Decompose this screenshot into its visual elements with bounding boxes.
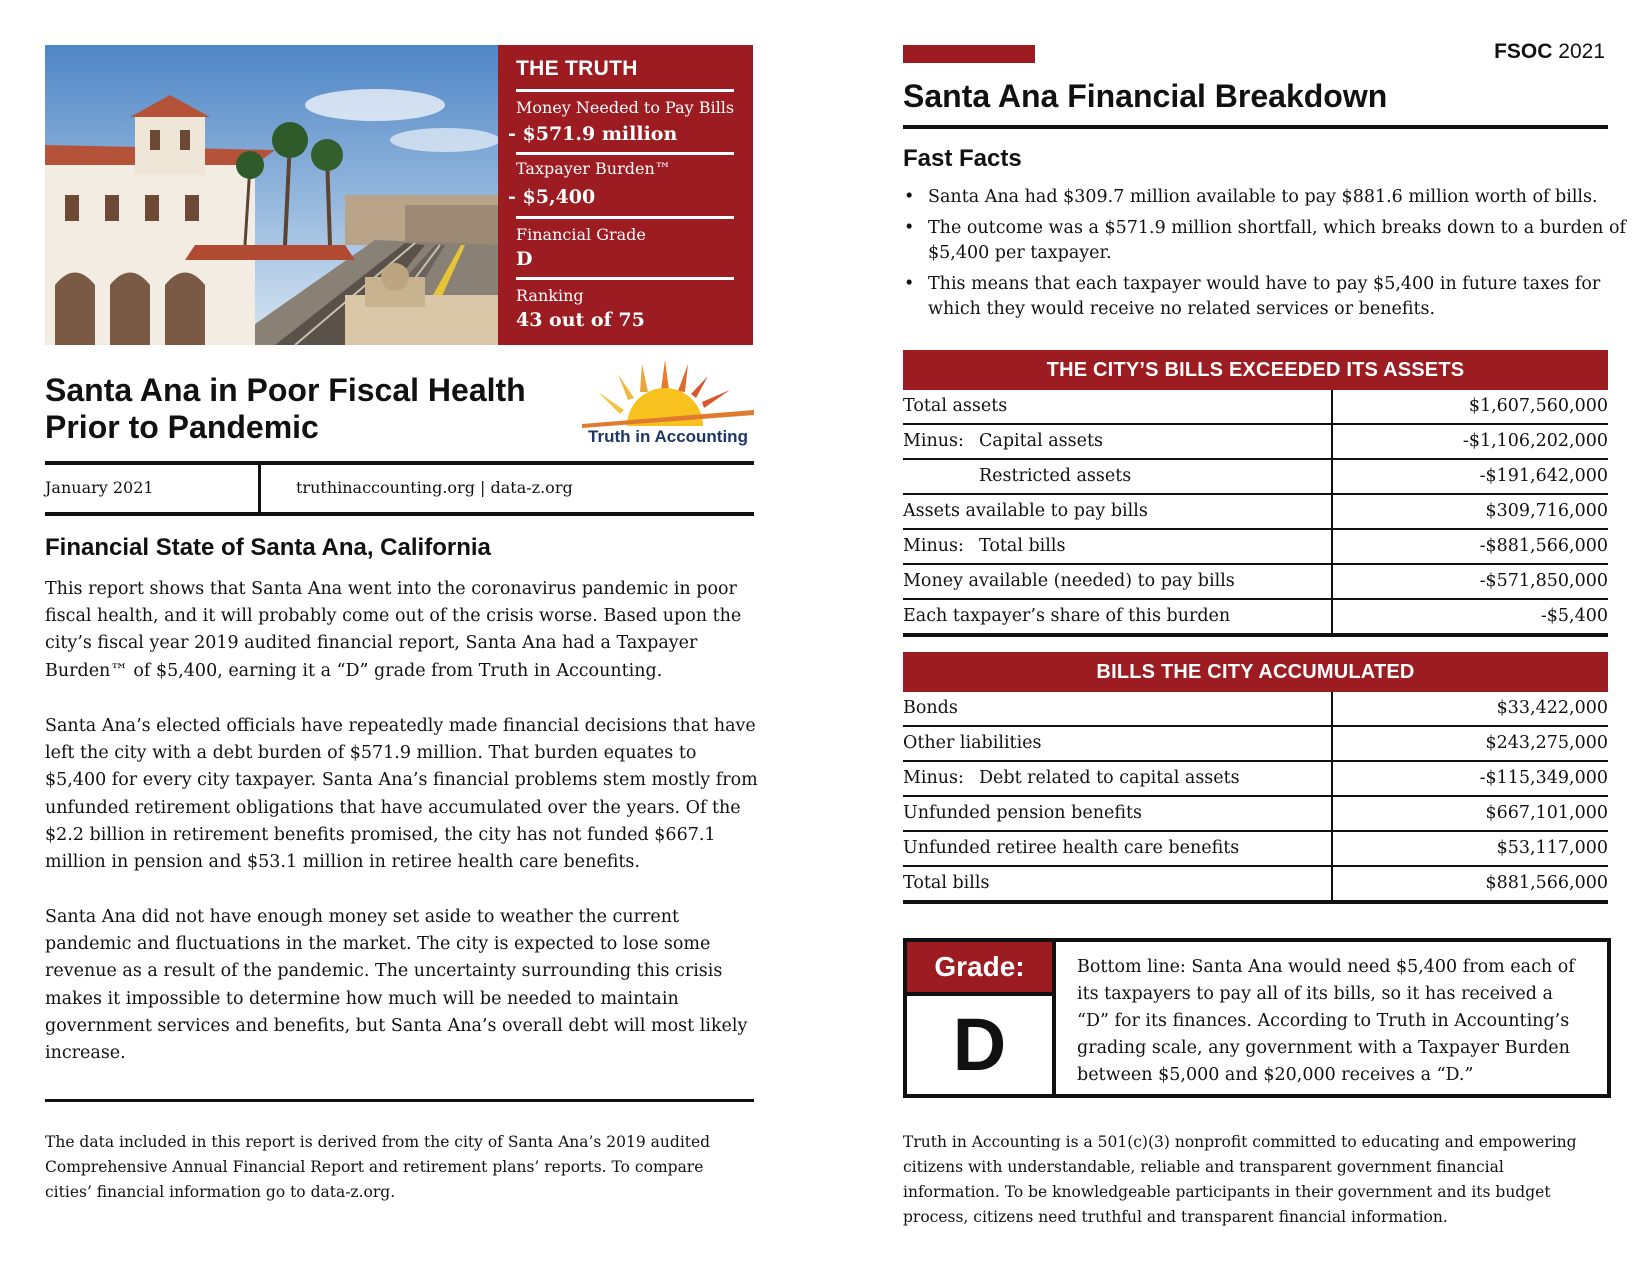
truth-divider: [516, 89, 734, 92]
column-divider: [1331, 565, 1333, 598]
table-row: [903, 425, 1608, 460]
table-row: [903, 390, 1608, 425]
row-label: Each taxpayer’s share of this burden: [903, 606, 1231, 626]
row-value: -$881,566,000: [1479, 536, 1608, 556]
bottom-line-text: Bottom line: Santa Ana would need $5,400 from each of its taxpayers to pay all of its bills, so it has received a “D” for its finances. According to Truth in Accounting’s grading scale, any government with a Taxpayer Burden between $5,000 and $20,000 receives a “D.”: [1077, 957, 1575, 1085]
table-row: [903, 727, 1608, 762]
column-divider: [1331, 390, 1333, 423]
footer-rule: [45, 1099, 754, 1102]
row-label: [903, 768, 1240, 788]
row-label: Unfunded retiree health care benefits: [903, 838, 1240, 858]
header-rule: [45, 512, 754, 516]
fast-facts-heading: Fast Facts: [903, 145, 1022, 172]
accent-bar: [903, 45, 1035, 63]
row-value: -$115,349,000: [1479, 768, 1608, 788]
table-row: [903, 600, 1608, 637]
truth-value: - $5,400: [508, 186, 596, 208]
row-value: $1,607,560,000: [1468, 396, 1608, 416]
row-value: -$5,400: [1540, 606, 1608, 626]
fast-fact-item: • Santa Ana had $309.7 million available to pay $881.6 million worth of bills.: [928, 185, 1638, 211]
data-source-note: The data included in this report is derived from the city of Santa Ana’s 2019 audited Comprehensive Annual Financial Report and retirement plans’ reports. To compare cities’ financial information go to data-z.org.: [45, 1133, 711, 1201]
bills-table: [903, 652, 1608, 904]
truth-label: Taxpayer Burden™: [516, 159, 671, 178]
row-label: Total assets: [903, 396, 1008, 416]
truth-divider: [516, 152, 734, 155]
table-row: [903, 832, 1608, 867]
page-title: [45, 372, 565, 446]
assets-table-heading: THE CITY’S BILLS EXCEEDED ITS ASSETS: [903, 350, 1608, 390]
bills-table-heading: BILLS THE CITY ACCUMULATED: [903, 652, 1608, 692]
row-value: -$1,106,202,000: [1462, 431, 1608, 451]
truth-divider: [516, 277, 734, 280]
row-value: -$571,850,000: [1479, 571, 1608, 591]
the-truth-box: [498, 45, 753, 345]
body-paragraph: This report shows that Santa Ana went into the coronavirus pandemic in poor fiscal health, and it will probably come out of the crisis worse. Based upon the city’s fiscal year 2019 audited financial report, Santa Ana had a Taxpayer Burden™ of $5,400, earning it a “D” grade from Truth in Accounting.: [45, 579, 742, 681]
table-row: [903, 565, 1608, 600]
row-value: -$191,642,000: [1479, 466, 1608, 486]
column-divider: [1331, 460, 1333, 493]
assets-table: [903, 350, 1608, 637]
fast-facts-list: [903, 185, 1638, 328]
report-series-label: [1494, 40, 1605, 64]
sun-logo-icon: [582, 360, 754, 430]
row-label: Total bills: [903, 873, 990, 893]
row-value: $243,275,000: [1485, 733, 1608, 753]
row-prefix: Minus:: [903, 431, 964, 451]
title-line: Santa Ana in Poor Fiscal Health: [45, 372, 526, 408]
column-divider: [1331, 600, 1333, 633]
row-label: Unfunded pension benefits: [903, 803, 1143, 823]
row-label: [903, 536, 1065, 556]
grade-label: Grade:: [907, 942, 1052, 992]
row-label: Bonds: [903, 698, 958, 718]
row-label-text: Debt related to capital assets: [979, 768, 1240, 788]
row-label: [903, 466, 1131, 486]
row-label-text: Restricted assets: [979, 466, 1132, 486]
column-divider: [1331, 692, 1333, 725]
table-row: [903, 530, 1608, 565]
body-paragraph: Santa Ana’s elected officials have repeatedly made financial decisions that have left the city with a debt burden of $571.9 million. That burden equates to $5,400 for every city taxpayer. Santa Ana’s financial problems stem mostly from unfunded retirement obligations that have accumulated over the years. Of the $2.2 billion in retirement benefits promised, the city has not funded $667.1 million in pension and $53.1 million in retiree health care benefits.: [45, 716, 758, 873]
table-row: [903, 797, 1608, 832]
row-label: [903, 431, 1103, 451]
about-note: Truth in Accounting is a 501(c)(3) nonprofit committed to educating and empowering citizens with understandable, reliable and transparent government financial information. To be knowledgeable participants in their government and its budget process, citizens need truthful and transparent financial information.: [903, 1133, 1577, 1226]
header-rule: [45, 461, 754, 465]
column-divider: [1331, 832, 1333, 865]
header-divider: [258, 464, 261, 512]
grade-column-divider: [1052, 942, 1056, 1094]
row-prefix: Minus:: [903, 536, 964, 556]
truth-divider: [516, 216, 734, 219]
truth-label: Financial Grade: [516, 225, 646, 244]
row-label: Assets available to pay bills: [903, 501, 1148, 521]
row-label-text: Capital assets: [979, 431, 1104, 451]
column-divider: [1331, 495, 1333, 528]
truth-value: - $571.9 million: [508, 123, 678, 145]
table-row: [903, 692, 1608, 727]
row-label: Other liabilities: [903, 733, 1042, 753]
column-divider: [1331, 867, 1333, 900]
row-label: Money available (needed) to pay bills: [903, 571, 1235, 591]
grade-letter: D: [952, 1003, 1007, 1086]
truth-value: 43 out of 75: [516, 309, 645, 331]
fsoc-label: FSOC: [1494, 40, 1553, 63]
section-heading: Financial State of Santa Ana, California: [45, 534, 491, 561]
row-prefix: Minus:: [903, 768, 964, 788]
truth-label: Money Needed to Pay Bills: [516, 98, 735, 117]
title-rule: [903, 125, 1608, 129]
row-value: $667,101,000: [1485, 803, 1608, 823]
table-row: [903, 762, 1608, 797]
row-label-text: Total bills: [979, 536, 1066, 556]
truth-in-accounting-logo: [582, 360, 754, 450]
fast-fact-item: • This means that each taxpayer would have to pay $5,400 in future taxes for which they would receive no related services or benefits.: [928, 272, 1638, 323]
row-value: $309,716,000: [1485, 501, 1608, 521]
row-value: $53,117,000: [1496, 838, 1608, 858]
fsoc-year: 2021: [1558, 40, 1605, 63]
truth-heading: THE TRUTH: [516, 57, 638, 80]
table-row: [903, 495, 1608, 530]
santa-ana-station-photo: [45, 45, 498, 345]
fast-fact-item: • The outcome was a $571.9 million shortfall, which breaks down to a burden of $5,400 per taxpayer.: [928, 216, 1638, 267]
row-value: $33,422,000: [1496, 698, 1608, 718]
logo-text: Truth in Accounting: [588, 427, 748, 446]
grade-box: [903, 938, 1611, 1098]
column-divider: [1331, 797, 1333, 830]
report-date: January 2021: [45, 478, 154, 497]
table-row: [903, 867, 1608, 904]
body-paragraph: Santa Ana did not have enough money set aside to weather the current pandemic and fluctuations in the market. The city is expected to lose some revenue as a result of the pandemic. The uncertainty surrounding this crisis makes it impossible to determine how much will be needed to maintain government services and benefits, but Santa Ana’s overall debt will most likely increase.: [45, 907, 748, 1064]
truth-value: D: [516, 248, 533, 270]
title-line: Prior to Pandemic: [45, 409, 319, 445]
row-value: $881,566,000: [1485, 873, 1608, 893]
table-row: [903, 460, 1608, 495]
website-links[interactable]: truthinaccounting.org | data-z.org: [296, 478, 573, 497]
truth-label: Ranking: [516, 286, 584, 305]
column-divider: [1331, 762, 1333, 795]
column-divider: [1331, 530, 1333, 563]
column-divider: [1331, 727, 1333, 760]
breakdown-title: Santa Ana Financial Breakdown: [903, 78, 1388, 114]
column-divider: [1331, 425, 1333, 458]
